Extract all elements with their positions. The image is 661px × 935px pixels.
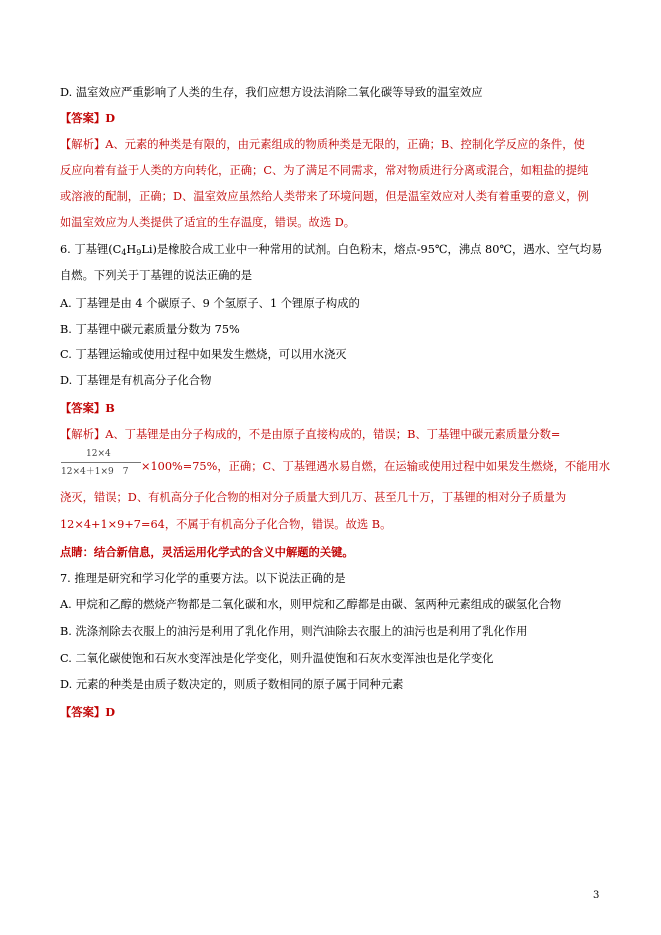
q7-option-c: C. 二氧化碳使饱和石灰水变浑浊是化学变化，则升温使饱和石灰水变浑浊也是化学变化 bbox=[60, 652, 494, 665]
q6-analysis-line: 浇灭，错误；D、有机高分子化合物的相对分子质量大到几万、甚至几十万，丁基锂的相对分子质量为 bbox=[60, 491, 567, 504]
q7-answer: 【答案】D bbox=[60, 705, 115, 719]
q6-stem-post: Li)是橡胶合成工业中一种常用的试剂。白色粉末，熔点-95℃，沸点 80℃，遇水、空气均易 bbox=[141, 243, 603, 256]
q6-analysis-line: 12×4+1×9+7=64，不属于有机高分子化合物，错误。故选 B。 bbox=[60, 518, 392, 531]
q5-analysis-line: 【解析】A、元素的种类是有限的，由元素组成的物质种类是无限的，正确；B、控制化学反应的条件，使 bbox=[60, 138, 585, 151]
q5-analysis-line: 反应向着有益于人类的方向转化，正确；C、为了满足不同需求，常对物质进行分离或混合，如粗盐的提纯 bbox=[60, 164, 589, 177]
q5-answer: 【答案】D bbox=[60, 111, 115, 125]
page-number: 3 bbox=[593, 890, 600, 901]
q6-sub-h: 9 bbox=[136, 248, 142, 257]
q7-stem: 7. 推理是研究和学习化学的重要方法。以下说法正确的是 bbox=[60, 572, 346, 585]
q7-option-d: D. 元素的种类是由质子数决定的，则质子数相同的原子属于同种元素 bbox=[60, 678, 404, 691]
q6-stem-pre: 6. 丁基锂(C bbox=[60, 243, 122, 256]
q7-option-b: B. 洗涤剂除去衣服上的油污是利用了乳化作用，则汽油除去衣服上的油污也是利用了乳化作用 bbox=[60, 625, 528, 638]
q6-stem-line2: 自燃。下列关于丁基锂的说法正确的是 bbox=[60, 269, 253, 282]
q6-analysis-line: 【解析】A、丁基锂是由分子构成的，不是由原子直接构成的，错误；B、丁基锂中碳元素质量分数= bbox=[60, 428, 561, 441]
q6-option-d: D. 丁基锂是有机高分子化合物 bbox=[60, 374, 212, 387]
q6-stem-mid: H bbox=[126, 243, 137, 256]
q6-tip: 点睛：结合新信息，灵活运用化学式的含义中解题的关键。 bbox=[60, 545, 354, 559]
q7-option-a: A. 甲烷和乙醇的燃烧产物都是二氧化碳和水，则甲烷和乙醇都是由碳、氢两种元素组成的碳氢化合物 bbox=[60, 598, 562, 611]
q6-option-c: C. 丁基锂运输或使用过程中如果发生燃烧，可以用水浇灭 bbox=[60, 348, 347, 361]
q5-analysis-line: 如温室效应为人类提供了适宜的生存温度，错误。故选 D。 bbox=[60, 216, 356, 229]
q6-answer: 【答案】B bbox=[60, 401, 115, 415]
q5-option-d: D. 温室效应严重影响了人类的生存，我们应想方设法消除二氧化碳等导致的温室效应 bbox=[60, 86, 483, 99]
fraction-denominator: 12×4＋1×9 7 bbox=[61, 467, 129, 477]
q6-sub-c: 4 bbox=[121, 248, 127, 257]
q6-option-a: A. 丁基锂是由 4 个碳原子、9 个氢原子、1 个锂原子构成的 bbox=[60, 297, 360, 310]
fraction-numerator: 12×4 bbox=[86, 449, 111, 459]
q5-analysis-line: 或溶液的配制，正确；D、温室效应虽然给人类带来了环境问题，但是温室效应对人类有着重要的意义，例 bbox=[60, 190, 589, 203]
q6-analysis-line: ×100%=75%，正确；C、丁基锂遇水易自燃，在运输或使用过程中如果发生燃烧，不能用水 bbox=[141, 460, 611, 473]
fraction-bar bbox=[61, 462, 141, 463]
q6-stem bbox=[60, 242, 602, 258]
q6-option-b: B. 丁基锂中碳元素质量分数为 75% bbox=[60, 323, 240, 336]
